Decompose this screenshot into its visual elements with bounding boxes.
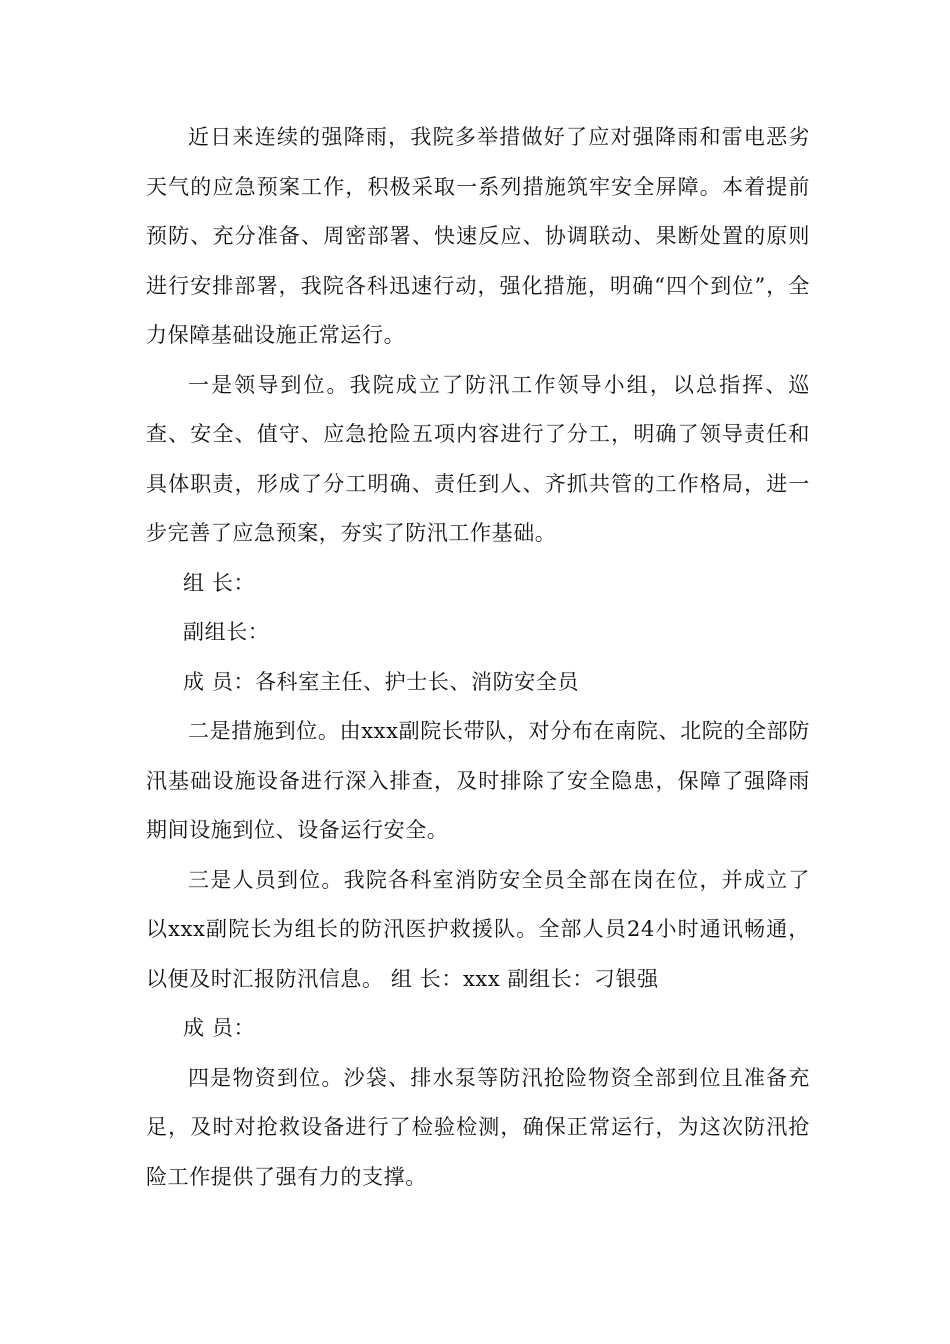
- members-line: 成 员：各科室主任、护士长、消防安全员: [183, 669, 580, 694]
- section-1-leadership-paragraph: 一是领导到位。我院成立了防汛工作领导小组，以总指挥、巡查、安全、值守、应急抢险五项内容进行了分工，明确了领导责任和具体职责，形成了分工明确、责任到人、齐抓共管的工作格局，进一步完善了应急预案，夯实了防汛工作基础。: [146, 372, 810, 545]
- deputy-leader-line: 副组长：: [183, 620, 270, 644]
- intro-paragraph: 近日来连续的强降雨，我院多举措做好了应对强降雨和雷电恶劣天气的应急预案工作，积极采取一系列措施筑牢安全屏障。本着提前预防、充分准备、周密部署、快速反应、协调联动、果断处置的原则进行安排部署，我院各科迅速行动，强化措施，明确“四个到位”，全力保障基础设施正常运行。: [146, 125, 810, 347]
- section-3-personnel-paragraph: 三是人员到位。我院各科室消防安全员全部在岗在位，并成立了以xxx副院长为组长的防汛医护救援队。全部人员24小时通讯畅通，以便及时汇报防汛信息。 组 长：xxx 副组长：刁银强: [146, 867, 810, 991]
- document-body: [146, 113, 810, 1202]
- leader-line: 组 长：: [183, 570, 256, 595]
- section-4-supplies-paragraph: 四是物资到位。沙袋、排水泵等防汛抢险物资全部到位且准备充足，及时对抢救设备进行了检验检测，确保正常运行，为这次防汛抢险工作提供了强有力的支撑。: [146, 1065, 810, 1189]
- members-line-2: 成 员：: [183, 1016, 256, 1040]
- section-2-measures-paragraph: 二是措施到位。由xxx副院长带队，对分布在南院、北院的全部防汛基础设施设备进行深入排查，及时排除了安全隐患，保障了强降雨期间设施到位、设备运行安全。: [146, 719, 810, 842]
